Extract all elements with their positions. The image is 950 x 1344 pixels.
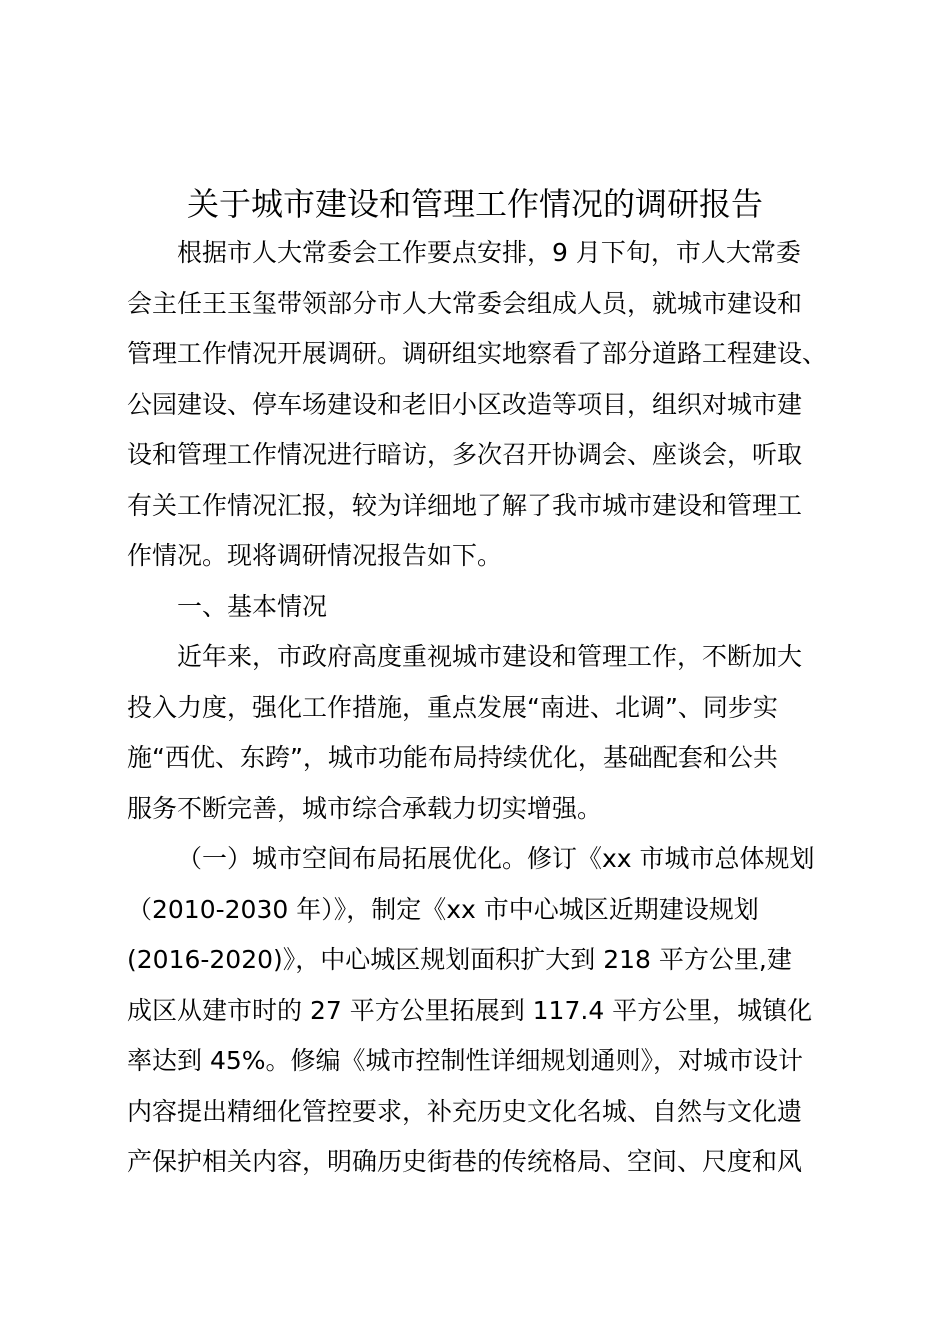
paragraph-line: 施“西优、东跨”，城市功能布局持续优化，基础配套和公共 xyxy=(127,743,778,772)
paragraph-first-line: （一）城市空间布局拓展优化。修订《xx 市城市总体规划 xyxy=(177,844,815,873)
paragraph-line: 作情况。现将调研情况报告如下。 xyxy=(127,541,503,570)
paragraph-line: 公园建设、停车场建设和老旧小区改造等项目，组织对城市建 xyxy=(127,389,803,419)
paragraph-first-line: 近年来，市政府高度重视城市建设和管理工作，不断加大 xyxy=(177,642,803,671)
paragraph-line: 投入力度，强化工作措施，重点发展“南进、北调”、同步实 xyxy=(127,692,778,722)
paragraph-line: 设和管理工作情况进行暗访，多次召开协调会、座谈会，听取 xyxy=(127,440,803,469)
paragraph-line: (2016-2020)》，中心城区规划面积扩大到 218 平方公里,建 xyxy=(127,945,792,974)
paragraph-line: 有关工作情况汇报，较为详细地了解了我市城市建设和管理工 xyxy=(127,490,803,520)
paragraph-line: 成区从建市时的 27 平方公里拓展到 117.4 平方公里，城镇化 xyxy=(127,995,813,1025)
paragraph-line: 内容提出精细化管控要求，补充历史文化名城、自然与文化遗 xyxy=(127,1096,803,1126)
document-title: 关于城市建设和管理工作情况的调研报告 xyxy=(186,185,763,223)
paragraph-line: 率达到 45%。修编《城市控制性详细规划通则》，对城市设计 xyxy=(127,1046,804,1075)
paragraph-line: 会主任王玉玺带领部分市人大常委会组成人员，就城市建设和 xyxy=(127,288,803,318)
paragraph-line: （2010-2030 年）》，制定《xx 市中心城区近期建设规划 xyxy=(127,894,759,924)
paragraph-first-line: 根据市人大常委会工作要点安排，9 月下旬，市人大常委 xyxy=(177,238,801,267)
paragraph-line: 服务不断完善，城市综合承载力切实增强。 xyxy=(127,793,603,823)
paragraph-line: 管理工作情况开展调研。调研组实地察看了部分道路工程建设、 xyxy=(127,339,828,368)
paragraph-first-line: 一、基本情况 xyxy=(177,591,328,621)
paragraph-line: 产保护相关内容，明确历史街巷的传统格局、空间、尺度和风 xyxy=(127,1147,803,1176)
